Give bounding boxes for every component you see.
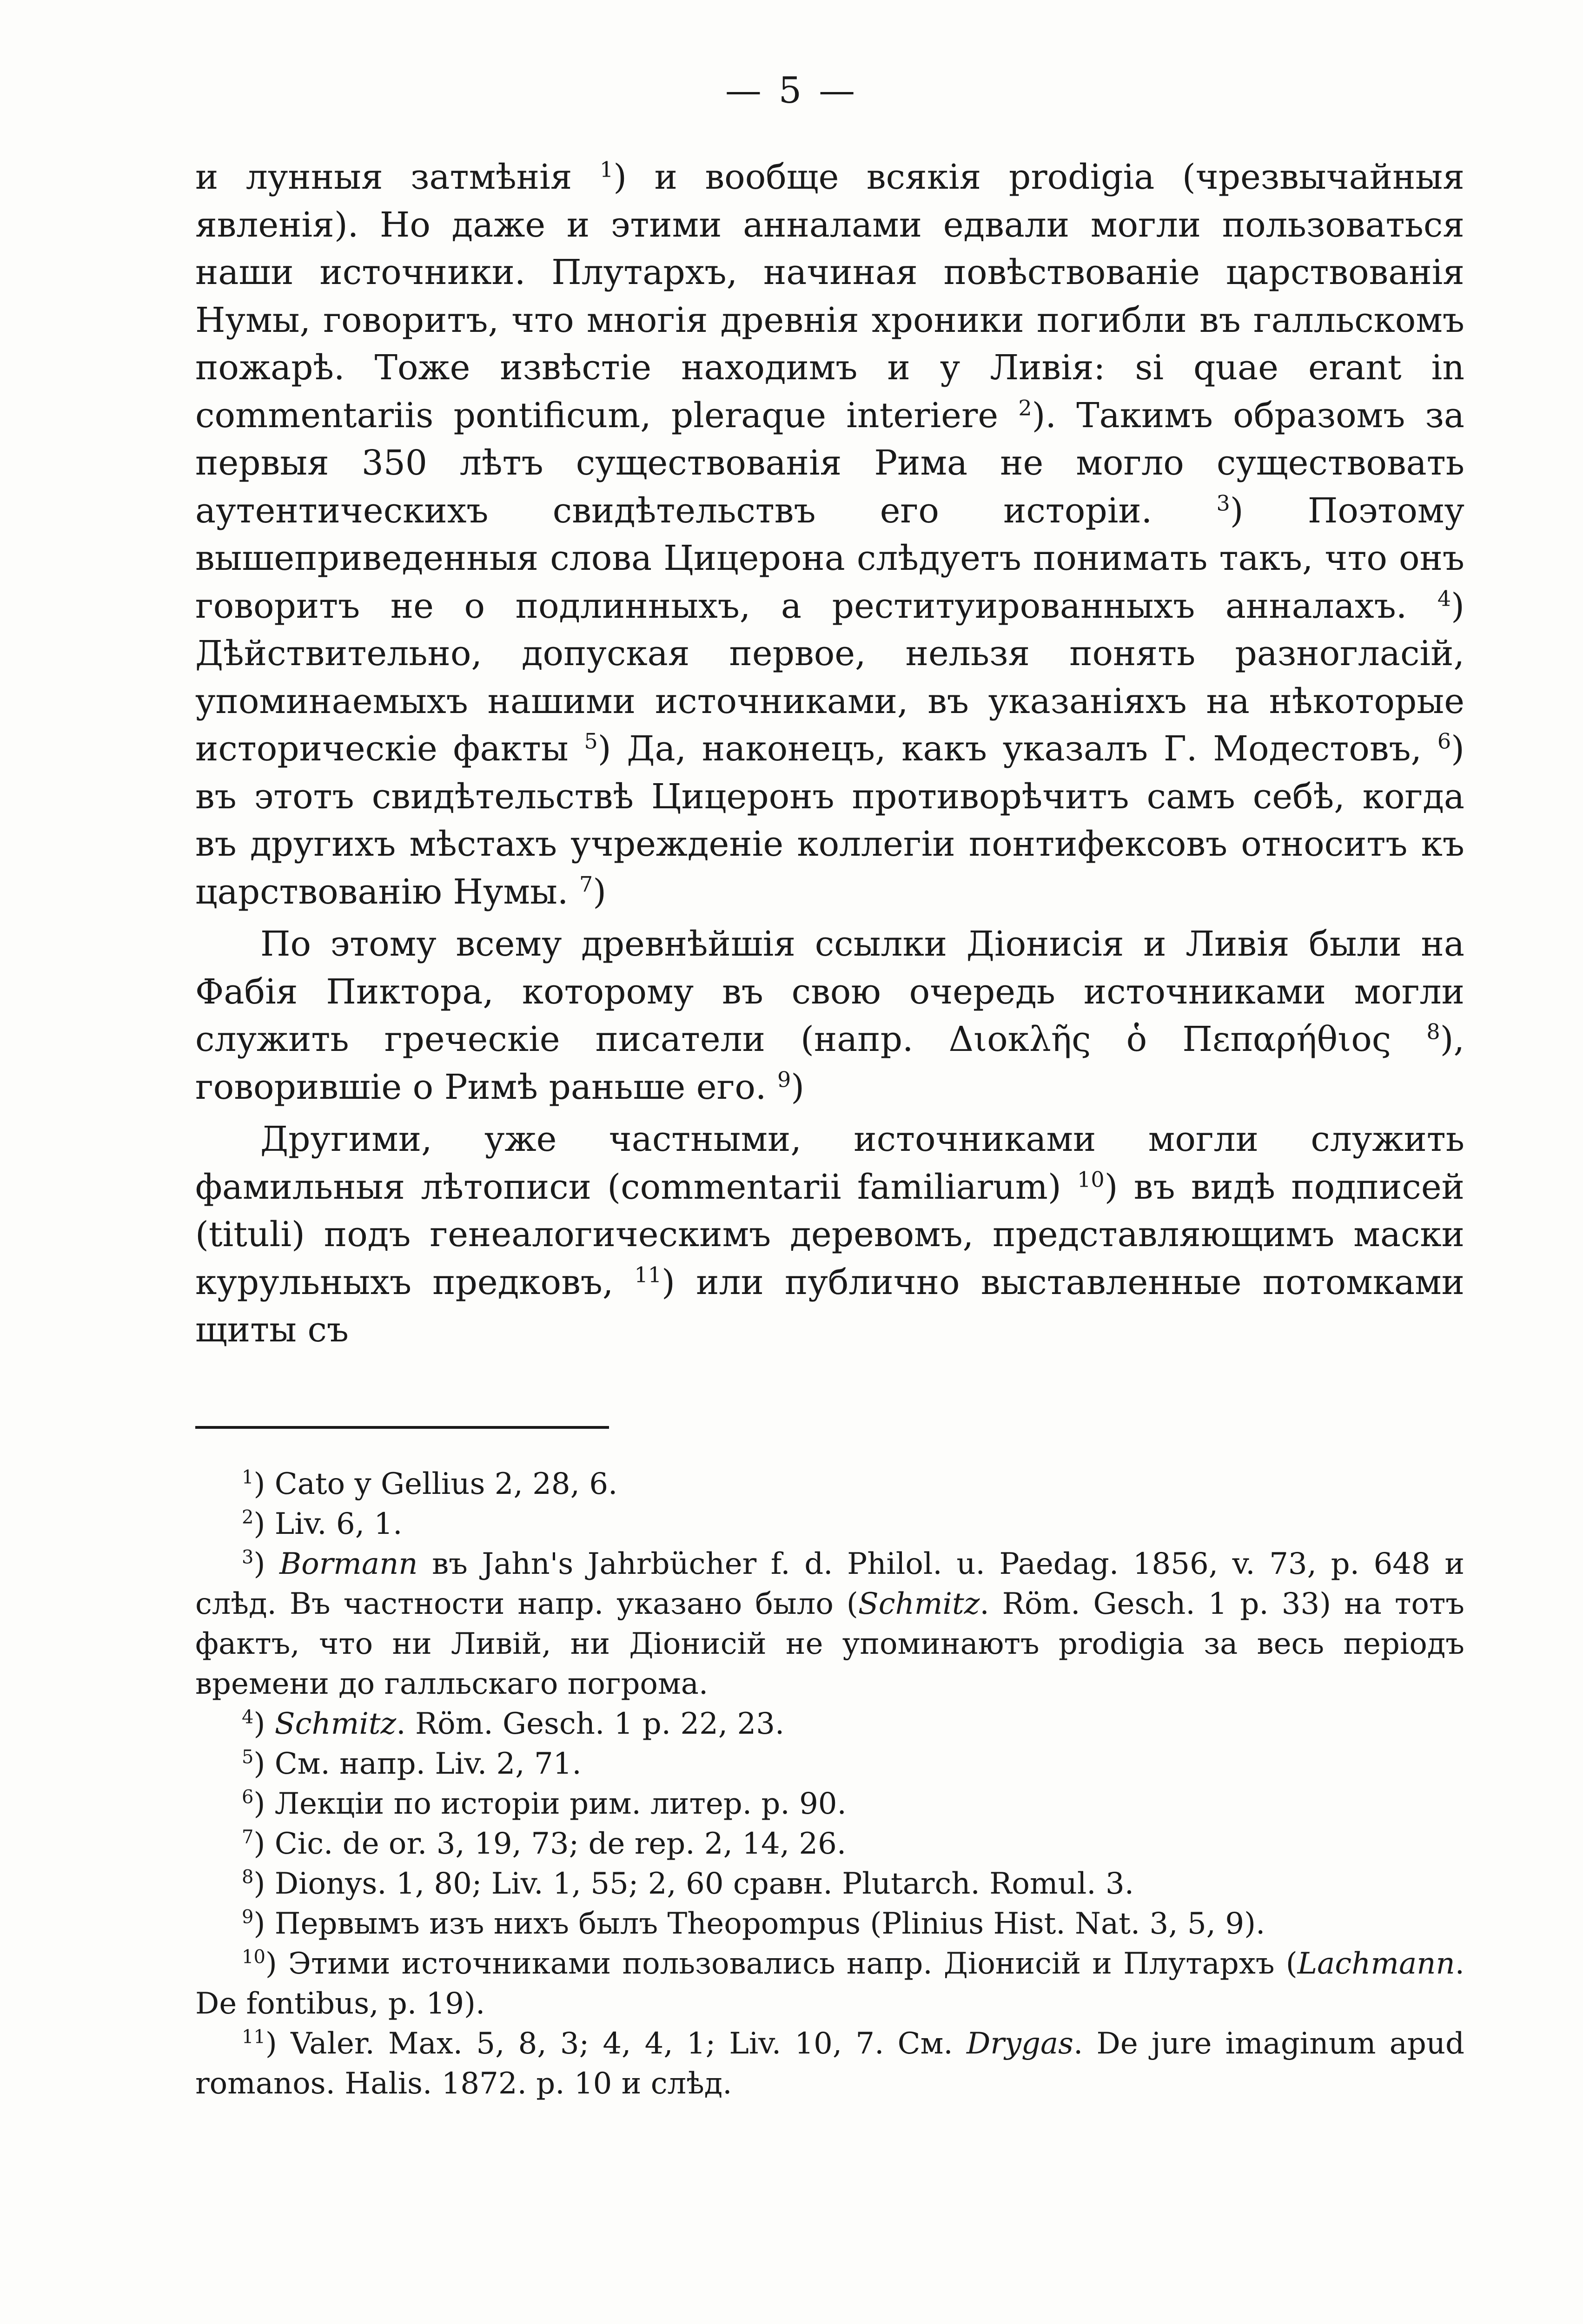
author-name: Bormann [279,1547,418,1581]
text-run: ) въ этотъ свидѣтельствѣ Цицеронъ противорѣчитъ самъ себѣ, когда въ другихъ мѣстахъ учрежденіе коллегіи понтифексовъ относитъ къ царствованію Нумы. [195,729,1464,912]
paragraph [195,153,1464,916]
footnote-paren: ) [253,1467,275,1501]
footnote-ref: 4 [1437,585,1451,611]
text-run: Этими источниками пользовались напр. Діонисій и Плутархъ ( [288,1947,1298,1981]
text-run: ). Такимъ образомъ за первыя 350 лѣтъ существованія Рима не могло существовать аутентическихъ свидѣтельствъ его исторіи. [195,395,1464,531]
footnote-number: 9 [242,1906,254,1928]
footnote [195,1704,1464,1744]
text-run: и лунныя затмѣнія [195,157,600,197]
author-name: Lachmann [1297,1947,1455,1981]
footnote-ref: 7 [579,871,593,897]
footnote-number: 2 [242,1506,254,1528]
footnote [195,1824,1464,1864]
page-number: — 5 — [725,70,858,112]
footnote-ref: 9 [777,1066,791,1092]
footnote-number: 8 [242,1866,254,1888]
footnote [195,1864,1464,1904]
text-run: Cato y Gellius 2, 28, 6. [274,1467,618,1501]
text-run: Первымъ изъ нихъ былъ Theopompus (Plinius Hist. Nat. 3, 5, 9). [274,1907,1265,1941]
footnote-number: 4 [242,1706,254,1728]
text-run: ) [791,1067,805,1107]
footnote-number: 1 [242,1466,254,1488]
footnote-number: 5 [242,1746,254,1768]
footnote [195,1944,1464,2024]
text-run: ) и вообще всякія prodigia (чрезвычайныя явленія). Но даже и этими анналами едвали могли пользоваться наши источники. Плутархъ, начиная повѣствованіе царствованія Нумы, говоритъ, что многія древнія хроники погибли въ галльскомъ пожарѣ. Тоже извѣстіе находимъ и у Ливія: si quae erant in commentariis pontificum, pleraque interiere [195,157,1464,436]
text-run: ) Да, наконецъ, какъ указалъ Г. Модестовъ, [597,729,1437,769]
text-run: ), говорившіе о Римѣ раньше его. [195,1019,1464,1107]
text-run: Liv. 6, 1. [274,1507,403,1541]
footnote-ref: 5 [584,728,598,754]
footnote-paren: ) [253,1707,275,1741]
footnote-paren: ) [253,1747,275,1781]
footnote [195,1784,1464,1824]
footnote [195,1544,1464,1704]
text-run: . Röm. Gesch. 1 p. 22, 23. [396,1707,785,1741]
footnote-ref: 1 [599,157,614,182]
footnote-paren: ) [265,2027,291,2061]
footnote-number: 11 [242,2026,265,2048]
footnote [195,2024,1464,2104]
footnotes [195,1464,1464,2104]
text-run: ) Дѣйствительно, допуская первое, нельзя понять разногласій, упоминаемыхъ нашими источниками, въ указаніяхъ на нѣкоторые историческіе факты [195,586,1464,769]
text-run: Dionys. 1, 80; Liv. 1, 55; 2, 60 сравн. Plutarch. Romul. 3. [274,1867,1134,1901]
footnote-number: 3 [242,1546,254,1568]
paragraph [195,920,1464,1111]
text-run: ) въ видѣ подписей (tituli) подъ генеалогическимъ деревомъ, представляющимъ маски курульныхъ предковъ, [195,1167,1464,1302]
author-name: Schmitz [274,1707,397,1741]
text-run: . De jure imaginum apud romanos. Halis. 1872. p. 10 и слѣд. [195,2027,1465,2101]
footnote-ref: 3 [1216,490,1230,515]
footnote-paren: ) [253,1907,275,1941]
text-run: въ Jahn's Jahrbücher f. d. Philol. u. Paedag. 1856, v. 73, p. 648 и слѣд. Въ частности напр. указано было ( [195,1547,1465,1621]
text-run: . De fontibus, p. 19). [195,1947,1465,2021]
footnote-paren: ) [265,1947,289,1981]
footnote-number: 6 [242,1786,254,1808]
footnote-ref: 2 [1018,395,1032,420]
paragraph [195,1116,1464,1354]
footnote-separator [195,1426,609,1429]
footnote-number: 7 [242,1826,254,1848]
footnote-paren: ) [253,1507,275,1541]
text-run: Лекціи по исторіи рим. литер. p. 90. [274,1787,847,1821]
footnote-paren: ) [253,1827,275,1861]
author-name: Schmitz [858,1587,980,1621]
footnote-ref: 8 [1426,1019,1440,1044]
footnote-ref: 10 [1077,1166,1105,1192]
text-run: По этому всему древнѣйшія ссылки Діонисія и Ливія были на Фабія Пиктора, которому въ свою очередь источниками могли служить греческіе писатели (напр. Διοκλῆς ὁ Πεπαρήθιος [195,924,1464,1059]
text-run: ) или публично выставленные потомками щиты съ [195,1262,1464,1350]
footnote [195,1504,1464,1544]
text-run: Другими, уже частными, источниками могли служить фамильныя лѣтописи (commentarii familiarum) [195,1119,1464,1207]
footnote [195,1464,1464,1504]
footnote-paren: ) [253,1547,280,1581]
text-run: . Röm. Gesch. 1 p. 33) на тотъ фактъ, что ни Ливій, ни Діонисій не упоминаютъ prodigia за весь періодъ времени до галльскаго погрома. [195,1587,1465,1701]
footnote-paren: ) [253,1787,275,1821]
text-run: См. напр. Liv. 2, 71. [274,1747,582,1781]
footnote-ref: 6 [1437,728,1451,754]
footnote [195,1904,1464,1944]
text-run: Cic. de or. 3, 19, 73; de rep. 2, 14, 26. [274,1827,847,1861]
author-name: Drygas [966,2027,1073,2061]
footnote-number: 10 [242,1946,265,1968]
text-run: ) [593,872,607,912]
text-run: ) Поэтому вышеприведенныя слова Цицерона слѣдуетъ понимать такъ, что онъ говоритъ не о подлинныхъ, а реституированныхъ анналахъ. [195,490,1464,626]
footnote [195,1744,1464,1784]
footnote-paren: ) [253,1867,275,1901]
footnote-ref: 11 [634,1261,662,1287]
text-run: Valer. Max. 5, 8, 3; 4, 4, 1; Liv. 10, 7. См. [291,2027,967,2061]
main-text [195,153,1464,1354]
